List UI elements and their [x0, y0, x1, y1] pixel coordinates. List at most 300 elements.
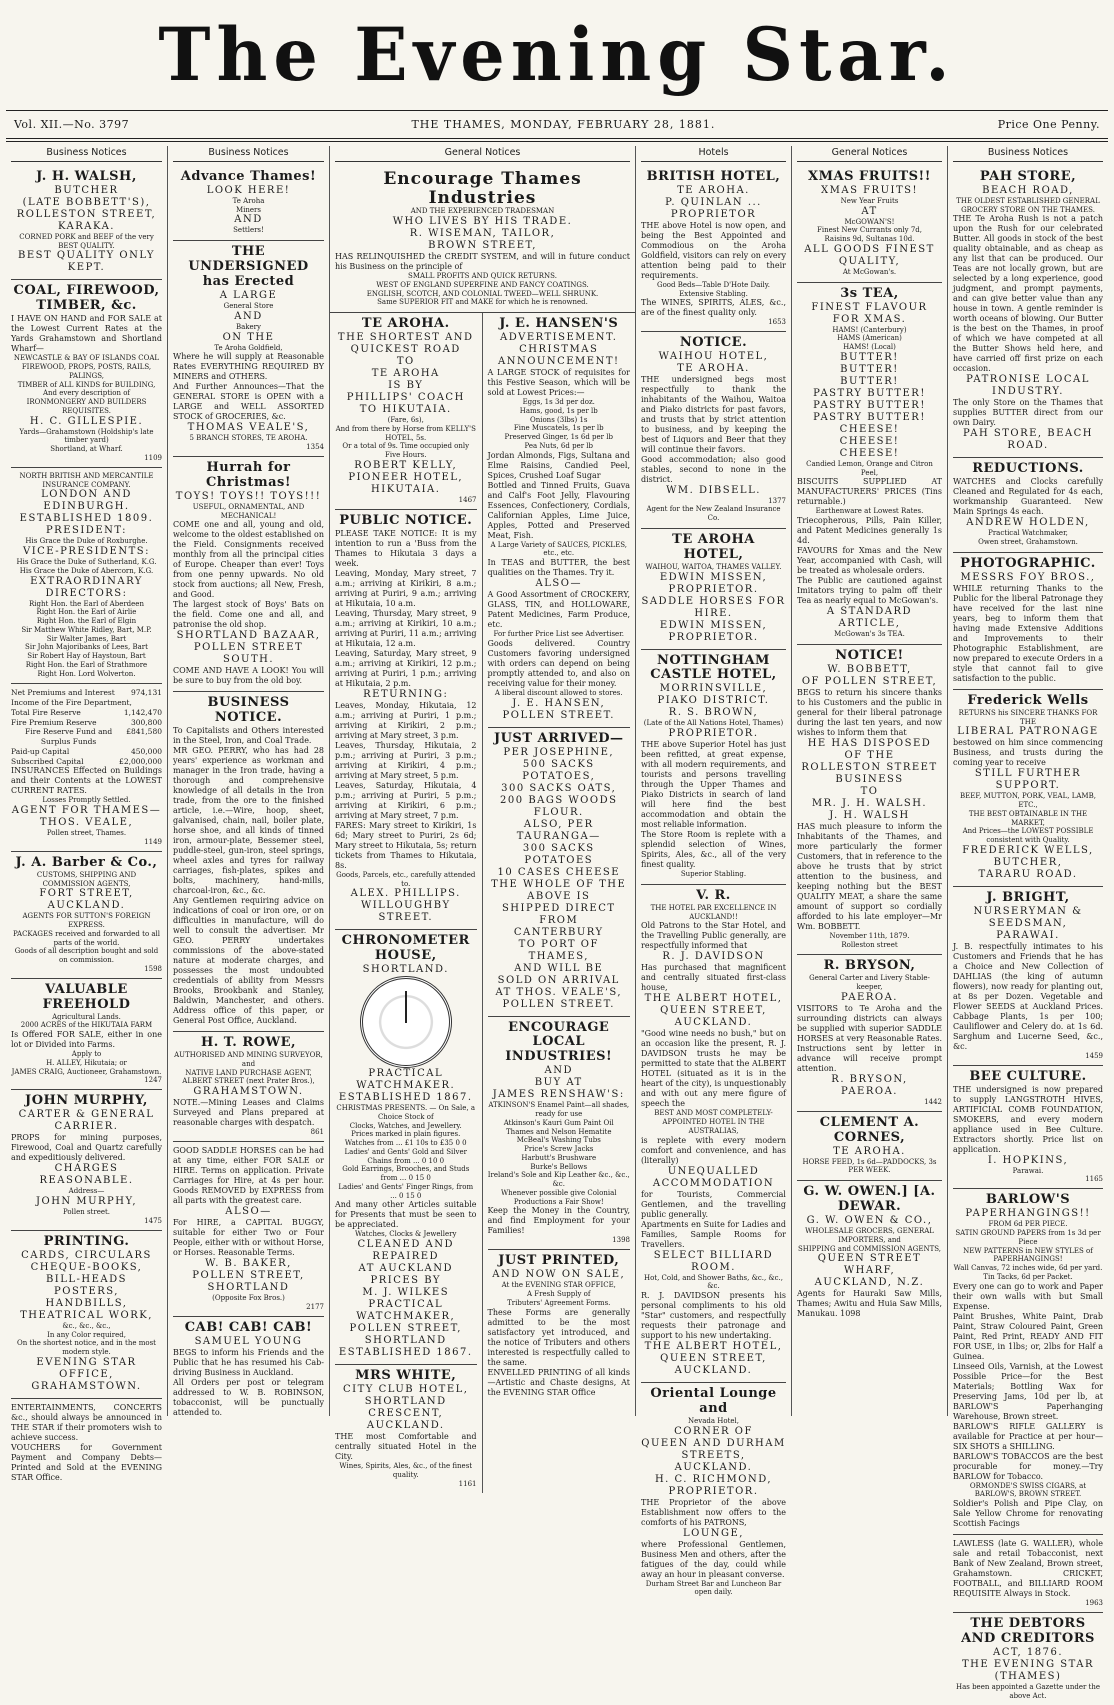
ad-line: WHO LIVES BY HIS TRADE. [392, 216, 573, 228]
ad-line: Raisins 9d, Sultanas 10d. [824, 235, 915, 244]
advertisement [488, 1017, 631, 1251]
ad-line: R. J. DAVIDSON presents his personal compliments to his old "Star" customers, and respectfully requests their patronage and support to his new undertaking. [641, 1291, 786, 1341]
ad-line: Right Hon. the Earl of Airlie [36, 608, 137, 617]
ad-line: WM. DIBSELL. [666, 485, 761, 497]
ad-line: CHEESE! [839, 435, 900, 447]
ad-line: QUICKEST ROAD [350, 344, 461, 356]
ad-line: 1247 [144, 1076, 162, 1085]
ad-heading: Hurrah for Christmas! [205, 460, 292, 490]
ad-heading: Oriental Lounge and [650, 1386, 777, 1416]
advertisement [797, 645, 942, 955]
ad-line: CHEQUE-BOOKS, [30, 1261, 143, 1273]
ad-line: Good Beds—Table D'Hote Daily. [656, 280, 771, 289]
advertisement [173, 1142, 324, 1317]
ad-line: AND [544, 1065, 573, 1077]
ad-line: Paint Brushes, White Paint, Drab Paint, Straw Coloured Paint, Green Paint, Red Print, READY AND FIT FOR USE, in 1lbs; or, 2lbs for Half a Guinea. [953, 1311, 1103, 1361]
ad-line: COME one and all, young and old, welcome to the oldest established on the Field. Consignments received monthly from all the principal cities of Europe. Cheaper than ever! Toys from one penny upwards. No old stock from auctions; all New, Fresh, and Good. [173, 520, 324, 600]
column-3 [330, 146, 636, 1488]
ad-line: THE EVENING STAR [961, 1658, 1095, 1670]
ad-line: QUEEN AND DURHAM STREETS, [641, 1437, 786, 1461]
ad-heading: J. E. HANSEN'S [499, 316, 619, 332]
advertisement [953, 166, 1103, 458]
ad-line: Watches, Clocks & Jewellery [355, 1230, 457, 1239]
ad-line: AT AUCKLAND PRICES BY [358, 1263, 453, 1287]
dateline-rule-bottom [6, 141, 1108, 142]
ad-line: Leaves, Thursday, Hikutaia, 2 p.m.; arriving at Puriri, 3 p.m.; arriving at Kirikiri, 4 p.m.; arriving at Mary street, 5 p.m. [335, 740, 477, 780]
ad-line: BUTCHER [54, 184, 119, 196]
ad-line: Triecopherous, Pills, Pain Killer, and Patent Medicines generally 1s 4d. [797, 516, 942, 546]
ad-line: Practical Watchmaker, [988, 529, 1068, 538]
ad-line: QUEEN STREET, AUCKLAND. [660, 1005, 767, 1029]
capital-value: 974,131 [130, 688, 162, 698]
advertisement [173, 241, 324, 457]
ad-line: Ladies' and Gents' Finger Rings, from ... 0 15 0 [338, 1182, 474, 1200]
ad-line: 2000 ACRES of the HIKUTAIA FARM [20, 1021, 153, 1030]
ad-line: ACT, 1876. [992, 1646, 1064, 1658]
ad-line: Finest New Currants only 7d, [816, 226, 923, 235]
ad-line: BISCUITS SUPPLIED AT MANUFACTURERS' PRICES (Tins returnable.) [797, 477, 942, 507]
ad-line: FREDERICK WELLS, [962, 844, 1094, 856]
ad-line: FAVOURS for Xmas and the New Year, accompanied with Cash, will be treated as wholesale orders. [797, 546, 942, 576]
ad-line: NURSERYMAN & SEEDSMAN, [973, 905, 1083, 929]
advertisement [335, 930, 477, 1365]
ad-line: THE above Superior Hotel has just been refitted, at great expense, with all modern requirements, and tourists and persons travelling through the Upper Thames and Piako Districts in search of land will here find the best accommodation and obtain the most reliable information. [641, 740, 786, 830]
ad-line: QUEEN STREET WHARF, [817, 1253, 922, 1277]
capital-label: Fire Reserve Fund and Surplus Funds [25, 727, 113, 747]
ad-line: Right Hon. the Earl of Strathmore [25, 660, 148, 669]
ad-line: GRAHAMSTOWN. [193, 1086, 304, 1098]
ad-line: New Year Fruits [840, 196, 899, 205]
ad-line: CORNER OF [674, 1425, 753, 1437]
ad-line: PASTRY BUTTER! [813, 387, 926, 399]
advertisement [953, 887, 1103, 1066]
ad-line: ALSO— [225, 1206, 272, 1218]
ad-line: 1442 [924, 1097, 942, 1106]
ad-line: Prices marked in plain figures. [351, 1130, 461, 1139]
ad-line: A LARGE [219, 290, 278, 301]
ad-line: McGowan's 3s TEA. [834, 630, 905, 639]
advertisement [173, 692, 324, 1032]
ad-line: (LATE BOBBETT'S), [22, 196, 151, 208]
ad-line: NEW PATTERNS in NEW STYLES of PAPERHANGINGS! [963, 1246, 1093, 1264]
ad-line: 1149 [144, 837, 162, 846]
ad-line: Sir Robert Hay of Haystoun, Bart [27, 652, 146, 661]
ad-line: Whenever possible give Colonial Productions a Fair Show! [500, 1188, 617, 1206]
advertisement [641, 1383, 786, 1602]
ad-line: THE undersigned is now prepared to supply LANGSTROTH HIVES, ARTIFICIAL COMB FOUNDATION, SMOKERS, and every modern appliance used in Bee Culture. Extractors shortly. Price list on application. [953, 1084, 1103, 1154]
ad-line: Sir Walter James, Bart [46, 634, 127, 643]
ad-line: Goods delivered. Country Customers favoring undersigned with orders can depend on being promptly attended to, and also on receiving value for their money. [487, 638, 630, 688]
ad-line: PASTRY BUTTER! [813, 399, 926, 411]
ad-heading: NOTICE! [835, 647, 904, 663]
ad-line: TE AROHA. [677, 184, 750, 196]
advertisement [335, 1365, 477, 1492]
ad-line: PROPS for mining purposes, Firewood, Coal and Quartz carefully and expeditiously delivered. [11, 1133, 162, 1163]
ad-line: TOYS! TOYS!! TOYS!!! [175, 490, 322, 502]
ad-line: Parawai. [1012, 1166, 1044, 1175]
ad-heading: JUST ARRIVED— [493, 730, 624, 746]
ad-line: SOLD ON ARRIVAL [497, 974, 620, 986]
ad-line: Sir John Majoribanks of Lees, Bart [25, 643, 148, 652]
ad-line: FORT STREET, AUCKLAND. [39, 888, 134, 912]
ad-line: BUY AT [534, 1077, 583, 1089]
ad-line: 1354 [306, 443, 324, 451]
ad-line: A STANDARD ARTICLE, [826, 606, 913, 630]
ad-line: ADVERTISEMENT. [500, 332, 618, 344]
ad-line: (THAMES) [994, 1670, 1062, 1682]
ad-line: Good accommodation; also good stables, second to none in the district. [641, 455, 786, 485]
ad-line: SHORTLAND CRESCENT, [364, 1396, 447, 1420]
ad-heading: PUBLIC NOTICE. [339, 512, 473, 528]
ad-line: ALEX. PHILLIPS. [350, 888, 461, 900]
ad-line: Has been appointed a Gazette under the above Act. [955, 1682, 1101, 1700]
ad-line: I HAVE ON HAND and FOR SALE at the Lowest Current Rates at the Yards Grahamstown and Shortland Wharf— [11, 314, 162, 354]
ad-line: Goods, Parcels, etc., carefully attended to. [336, 870, 476, 888]
capital-row [11, 757, 162, 767]
ad-line: COME AND HAVE A LOOK! You will be sure to buy from the old boy. [173, 666, 324, 686]
advertisement [953, 458, 1103, 552]
ad-heading: THE UNDERSIGNED has Erected [188, 244, 309, 290]
ad-heading: REDUCTIONS. [972, 461, 1084, 477]
ad-line: AND [234, 310, 263, 322]
column-heading: General Notices [335, 146, 630, 162]
ad-line: TO [396, 356, 415, 368]
ad-heading: PHOTOGRAPHIC. [960, 555, 1096, 571]
ad-line: Earthenware at Lowest Rates. [815, 507, 924, 516]
ad-line: 500 SACKS POTATOES, [522, 758, 596, 782]
ad-line: Ladies' and Gents' Gold and Silver Chains from ... 0 10 0 [344, 1147, 467, 1165]
ad-line: SHORTLAND. [362, 964, 449, 976]
columns [6, 146, 1108, 1700]
ad-line: Pea Nuts, 6d per lb [524, 441, 593, 450]
ad-heading: NOTICE. [679, 335, 748, 351]
ad-line: POLLEN STREET, SHORTLAND [349, 1323, 462, 1347]
capital-label: Subscribed Capital [11, 756, 84, 766]
advertisement [797, 1112, 942, 1181]
ad-line: 1475 [144, 1216, 162, 1225]
pocket-watch-illustration [360, 976, 452, 1068]
ad-line: PIONEER HOTEL, HIKUTAIA. [348, 471, 464, 495]
ad-line: Fine Muscatels, 1s per lb [513, 424, 604, 433]
ad-line: Pollen street. [62, 1208, 111, 1217]
ad-line: TE AROHA. [677, 363, 750, 375]
ad-line: JOHN MURPHY, [36, 1196, 137, 1208]
ad-line: TE AROHA [371, 368, 440, 380]
ad-line: His Grace the Duke of Roxburghe. [25, 537, 148, 546]
advertisement [335, 510, 477, 930]
ad-line: 1165 [1085, 1175, 1103, 1184]
ad-line: These Forms are generally admitted to be the most satisfactory yet introduced, and the notice of Tributers and others interested is respectfully called to the same. [487, 1307, 630, 1367]
ad-line: SHIPPING and COMMISSION AGENTS, [797, 1244, 942, 1253]
capital-value: 450,000 [130, 746, 162, 756]
advertisement [488, 1250, 631, 1402]
ad-line: Price's Screw Jacks [524, 1145, 594, 1154]
ad-line: 1459 [1085, 1051, 1103, 1060]
ad-line: Yards—Grahamstown (Holdship's late timber yard) [19, 427, 154, 445]
column-3a [330, 313, 483, 1492]
advertisement [173, 166, 324, 241]
ad-line: Apply to [71, 1050, 102, 1059]
ad-line: Agent for the New Zealand Insurance Co. [646, 505, 781, 523]
ad-line: Atkinson's Kauri Gum Paint Oil [503, 1118, 614, 1127]
ad-line: THE OLDEST ESTABLISHED GENERAL GROCERY STORE ON THE THAMES. [956, 196, 1100, 214]
ad-line: JAMES CRAIG, Auctioneer, Grahamstown. [11, 1067, 162, 1076]
ad-line: PROPRIETOR. [668, 728, 759, 740]
column-3b [483, 313, 636, 1492]
ad-line: HAMS! (Canterbury) [832, 325, 907, 334]
ad-line: R. S. BROWN, [668, 707, 759, 719]
ad-heading: CHRONOMETER HOUSE, [341, 933, 470, 964]
ad-heading: BRITISH HOTEL, [646, 169, 781, 184]
ad-line: On the shortest notice, and in the most modern style. [16, 1339, 156, 1356]
ad-line: ENVELLED PRINTING of all kinds —Artistic and Chaste designs, At the EVENING STAR Office [487, 1367, 630, 1397]
ad-line: WEST OF ENGLAND SUPERFINE AND FANCY COATINGS. [376, 280, 589, 289]
ad-line: CHEESE! [839, 447, 900, 459]
ad-line: EXTRAORDINARY DIRECTORS: [30, 575, 143, 599]
ad-line: Clocks, Watches, and Jewellery. [349, 1121, 462, 1130]
advertisement [11, 1399, 162, 1488]
advertisement [953, 1189, 1103, 1535]
ad-line: Rolleston street [841, 940, 898, 949]
ad-line: CARTER & GENERAL CARRIER. [18, 1109, 155, 1133]
ad-line: TO PORT OF THAMES, [518, 938, 599, 962]
ad-line: McBeal's Washing Tubs [516, 1136, 601, 1145]
masthead-title: The Evening Star. [158, 10, 956, 98]
ad-line: SAMUEL YOUNG [194, 1335, 303, 1347]
ad-line: BEST AND MOST COMPLETELY-APPOINTED HOTEL IN THE AUSTRALIAS, [654, 1109, 773, 1135]
ad-line: Apartments en Suite for Ladies and Families, Sample Rooms for Travellers. [641, 1219, 786, 1249]
ad-line: Jordan Almonds, Figs, Sultana and Elme Raisins, Candied Peel, Spices, Crushed Loaf Sugar [487, 450, 630, 480]
ad-line: JAMES RENSHAW'S: [492, 1089, 625, 1101]
place-date: THE THAMES, MONDAY, FEBRUARY 28, 1881. [411, 117, 716, 131]
ad-line: Miners [236, 205, 261, 214]
ad-line: Eggs, 1s 3d per doz. [522, 398, 595, 407]
ad-line: G. W. OWEN & CO., [806, 1215, 933, 1226]
advertisement [641, 529, 786, 650]
ad-line: GRAHAMSTOWN. [31, 1380, 142, 1392]
ad-line: MESSRS FOY BROS., [960, 571, 1096, 583]
ad-line: H. C. GILLESPIE. [29, 415, 144, 427]
ad-line: THE ALBERT HOTEL, [644, 1341, 783, 1353]
ad-line: His Grace the Duke of Abercorn, K.G. [19, 566, 154, 575]
ad-line: Goods of all description bought and sold on commission. [14, 947, 159, 964]
ad-heading: PRINTING. [43, 1233, 130, 1249]
ad-line: Ireland's Sole and Kip Leather &c., &c., &c. [487, 1171, 630, 1189]
column-4 [636, 146, 792, 1597]
ad-line: PER JOSEPHINE, [503, 746, 615, 758]
ad-line: AGENT FOR THAMES— [11, 805, 162, 817]
ad-line: BILL-HEADS [45, 1273, 128, 1285]
ad-line: All Orders per post or telegram addressed to W. B. ROBINSON, tobacconist, will be punctually attended to. [173, 1377, 324, 1417]
ad-line: 1963 [1085, 1599, 1103, 1608]
ad-line: W. BOBBETT, [827, 663, 912, 675]
ad-line: Linseed Oils, Varnish, at the Lowest Possible Price—for the Best Materials; Bottling Wax for Preserving Jams, 10d per lb, at BARLOW'S Paperhanging Warehouse, Brown street. [953, 1361, 1103, 1421]
ad-line: For HIRE, a CAPITAL BUGGY, suitable for either Two or Four People, either with or without Horse, or Horses. Reasonable Terms. [173, 1218, 324, 1258]
ad-line: WHOLESALE GROCERS, GENERAL IMPORTERS, and [805, 1227, 934, 1244]
ad-line: THE undersigned begs most respectfully to thank the inhabitants of the Waihou, Waitoa and Piako districts for past favors, and trusts that by strict attention to business, and by keeping the best of Liquors and Beer that they will continue their favors. [641, 375, 786, 455]
ad-line: AND WILL BE [514, 962, 604, 974]
ad-line: Sir Matthew White Ridley, Bart, M.P. [21, 625, 152, 634]
ad-line: HE HAS DISPOSED [807, 737, 932, 749]
ad-line: VOUCHERS for Government Payment and Company Debts—Printed and Sold at the EVENING STAR Office. [11, 1442, 162, 1482]
ad-line: THOS. VEALE, [39, 817, 134, 829]
ad-line: ALSO— [535, 578, 582, 590]
ad-line: THE SHORTEST AND [337, 332, 474, 344]
ad-line: And every description of [42, 389, 131, 398]
ad-line: BEGS to inform his Friends and the Public that he has resumed his Cab-driving Business in Auckland. [173, 1347, 324, 1377]
ad-line: Watches from ... £1 10s to £35 0 0 [344, 1139, 467, 1148]
ad-line: POLLEN STREET SOUTH. [193, 642, 304, 666]
ad-heading: PAH STORE, [979, 169, 1077, 184]
ad-line: 10 CASES CHEESE [497, 866, 621, 878]
ad-heading: VALUABLE FREEHOLD [42, 981, 131, 1012]
ad-line: Pollen street, Thames. [46, 829, 127, 838]
ad-line: ESTABLISHED 1867. [338, 1092, 473, 1104]
ad-line: BUTCHER, [993, 856, 1063, 868]
ad-line: Keep the Money in the Country, and find Employment for your Families! [487, 1206, 630, 1236]
advertisement [173, 1317, 324, 1423]
advertisement [11, 468, 162, 685]
ad-line: November 11th, 1879. [829, 931, 910, 940]
ad-line: HAMS! (Local) [843, 343, 896, 352]
ad-line: LONDON AND EDINBURGH. [41, 489, 132, 513]
ad-line: Leaving, Saturday, Mary street, 9 a.m.; arriving at Kirikiri, 12 p.m.; arriving at Puriri, 1 p.m.; arriving at Hikutaia, 2 p.m. [335, 648, 477, 688]
ad-line: THE HOTEL PAR EXCELLENCE IN AUCKLAND!! [650, 903, 777, 921]
ad-line: A LARGE STOCK of requisites for this Festive Season, which will be sold at Lowest Prices:— [487, 368, 630, 398]
ad-line: PAEROA. [841, 991, 898, 1003]
ad-line: ORMONDE'S SWISS CIGARS, at BARLOW'S, BROWN STREET. [969, 1481, 1087, 1499]
dateline [14, 114, 1100, 134]
ad-line: H. ALLEY, Hikutaia; or [46, 1058, 127, 1067]
ad-heading: JUST PRINTED, [498, 1253, 620, 1269]
ad-line: BEEF, MUTTON, PORK, VEAL, LAMB, ETC., [960, 792, 1096, 809]
column-2 [168, 146, 330, 1416]
ad-line: BUTTER! [840, 375, 899, 387]
ad-line: AUCKLAND. [674, 1461, 753, 1473]
ad-line: And many other Articles suitable for Presents that must be seen to be appreciated. [335, 1200, 477, 1230]
ad-line: where Professional Gentlemen, Business Men and others, after the fatigues of the day, could while away an hour in pleasant converse. [641, 1539, 786, 1579]
ad-line: FARES: Mary street to Kirikiri, 1s 6d; Mary street to Puriri, 2s 6d; Mary street to Hikutaia, 5s; return tickets from Thames to Hikutaia, 8s. [335, 820, 477, 870]
ad-line: Harbutt's Brushware [521, 1153, 597, 1162]
ad-line: VISITORS to Te Aroha and the surrounding districts can always be supplied with superior SADDLE HORSES at very Reasonable Rates. Instructions sent by letter in advance will receive prompt attention. [797, 1003, 942, 1073]
ad-line: Te Aroha Goldfield, [214, 343, 283, 352]
ad-line: TARARU ROAD. [978, 868, 1078, 880]
ad-heading: ENTERTAINMENTS, CONCERTS &c., should always be announced in THE STAR if their promoters wish to achieve success. [11, 1402, 162, 1442]
ad-line: McGOWAN'S! [844, 217, 895, 226]
ad-line: Agents for Hauraki Saw Mills, Thames; Awitu and Huia Saw Mills, Manukau. 1098 [797, 1289, 942, 1319]
dateline-rule-top [6, 138, 1108, 139]
ad-line: BARLOW'S RIFLE GALLERY is available for Practice at per hour—SIX SHOTS a SHILLING. [953, 1421, 1103, 1451]
ad-line: 300 SACKS POTATOES [522, 842, 595, 866]
ad-line: 1161 [458, 1479, 477, 1488]
ad-line: To Capitalists and Others interested in the Steel, Iron, and Coal Trade. [173, 726, 324, 746]
price: Price One Penny. [997, 117, 1100, 131]
ad-heading: Advance Thames! [180, 169, 317, 184]
ad-line: WAIHOU, WAITOA, THAMES VALLEY. [645, 562, 782, 571]
capital-row [11, 688, 162, 698]
ad-line: Tin Tacks, 6d per Packet. [983, 1272, 1073, 1281]
ad-line: WAIHOU HOTEL, [658, 351, 769, 363]
ad-line: Preserved Ginger, 1s 6d per lb [504, 433, 613, 442]
ad-line: THE Te Aroha Rush is not a patch upon the Rush for our celebrated Butter. All goods in stock of the best quality obtainable, and as cheap as any list that can be produced. Our Teas are not locally grown, but are selected by a long experience, good judgment, and prompt payments, and can give better value than any house in town. A gentle reminder is worth oceans of blowing. Our Butter is the best on the Thames, in proof of which we have competed at all the Butter Shows held here, and have carried off first prize on each occasion. [953, 214, 1103, 374]
ad-line: Soldier's Polish and Pipe Clay, on Sale Yellow Chrome for renovating Scottish Facings [953, 1499, 1103, 1529]
advertisement [11, 979, 162, 1091]
capital-row [11, 718, 162, 728]
advertisement [797, 166, 942, 283]
ad-line: HAS much pleasure to inform the Inhabitants of the Thames, and more particularly the former Customers, that in reference to the above he trusts that by strict attention to the business, and keeping nothing but the BEST QUALITY MEAT, a share the same amount of support so cordially afforded to his late employer—Mr Wm. BOBBETT. [797, 821, 942, 931]
ad-line: QUEEN STREET, AUCKLAND. [660, 1353, 767, 1377]
ad-line: EDWIN MISSEN, PROPRIETOR. [659, 571, 768, 595]
ad-line: CHEESE! [839, 423, 900, 435]
capital-value: 1,142,470 [123, 707, 162, 717]
ad-line: SADDLE HORSES FOR HIRE. [641, 595, 786, 619]
ad-line: R. J. DAVIDSON [662, 951, 765, 963]
advertisement [953, 1066, 1103, 1190]
ad-line: OF POLLEN STREET, [801, 675, 938, 687]
ad-line: FIREWOOD, PROPS, POSTS, RAILS, PALINGS, [21, 363, 152, 380]
ad-line: Wines, Spirits, Ales, &c., of the finest quality. [339, 1462, 473, 1479]
ad-line: FINEST FLAVOUR FOR XMAS. [811, 301, 928, 325]
ad-heading: INSURANCES Effected on Buildings and their Contents at the LOWEST CURRENT RATES. [11, 766, 162, 796]
ad-line: AND THE EXPERIENCED TRADESMAN [410, 207, 555, 216]
ad-heading: V. R. [696, 887, 731, 903]
ad-line: PIAKO DISTRICT. [657, 695, 770, 707]
ad-line: BEST QUALITY ONLY KEPT. [18, 250, 155, 274]
ad-line: AT [861, 205, 878, 217]
ad-line: MR GEO. PERRY, who has had 28 years' experience as workman and manager in the Iron trade, having a thorough and comprehensive knowledge of all details in the Iron trade, from the ore to the finished article, i.e.—Wire, hoop, sheet, galvanised, chain, nail, boiler plate, horse shoe, and all kinds of tinned iron, armour-plate, Bessemer steel, puddle-steel, gun-iron, steel springs, wheel axles and tyres for railway carriages, fish-plates, spikes and bolts, machinery, hand-mills, charcoal-iron, &c., &c. [173, 746, 324, 896]
ad-line: ESTABLISHED 1809. [19, 513, 154, 525]
ad-line: is replete with every modern comfort and convenience, and has (literally) [641, 1135, 786, 1165]
ad-line: STILL FURTHER SUPPORT. [974, 768, 1082, 792]
ad-line: &c., &c., &c., [62, 1321, 111, 1330]
ad-line: J. B. respectfully intimates to his Customers and Friends that he has a Choice and New Collection of DAHLIAS (the king of autumn flowers), now ready for planting out, at 8s per Dozen. Vegetable and Flower SEEDS at Auckland Prices. Cabbage Plants, 1s per 100; Cauliflower and Celery do. at 1s 6d. Sarghum and Lucerne Seed, &c., &c. [953, 941, 1103, 1051]
ad-line: OF THE [844, 749, 895, 761]
ad-line: (Opposite Fox Bros.) [212, 1294, 285, 1303]
capital-label: Fire Premium Reserve [11, 717, 97, 727]
ad-line: UNEQUALLED ACCOMMODATION [652, 1165, 775, 1189]
ad-line: ALL GOODS FINEST QUALITY, [804, 243, 935, 267]
column-1 [6, 146, 168, 1482]
ad-line: RETURNS his SINCERE THANKS FOR THE [958, 708, 1098, 726]
ad-line: W. B. BAKER, [205, 1258, 292, 1270]
capital-label: Income of the Fire Department, [11, 698, 132, 708]
ad-line: At the EVENING STAR OFFICE, [501, 1281, 616, 1290]
ad-line: CUSTOMS, SHIPPING AND COMMISSION AGENTS, [36, 870, 137, 888]
ad-line: General Store [223, 302, 274, 310]
ad-line: LOOK HERE! [206, 184, 291, 196]
capital-label: Total Fire Reserve [11, 707, 81, 717]
ad-heading: TE AROHA. [361, 316, 450, 332]
ad-line: R. BRYSON, [831, 1073, 908, 1085]
volume-number: Vol. XII.—No. 3797 [14, 117, 130, 131]
ad-line: At McGowan's. [842, 267, 897, 276]
ad-line: WILLOUGHBY STREET. [360, 900, 451, 924]
ad-line: AUCKLAND. [366, 1420, 445, 1432]
column-heading: Business Notices [173, 146, 324, 162]
ad-heading: 3s TEA, [840, 285, 899, 301]
ad-heading: GOOD SADDLE HORSES can be had at any time, either FOR SALE or HIRE. Terms on application. Private Carriages for Hire, at 4s per hour. Goods REMOVED by EXPRESS from all parts with the greatest care. [173, 1146, 324, 1206]
ad-line: Old Patrons to the Star Hotel, and the Travelling Public generally, are respectfully informed that [641, 921, 786, 951]
ad-line: Wall Canvas, 72 inches wide, 6d per yard. [953, 1264, 1103, 1273]
capital-row [11, 727, 162, 747]
ad-line: TE AROHA. [833, 1145, 906, 1157]
ad-line: ROBERT KELLY, [354, 459, 458, 471]
column-heading: General Notices [797, 146, 942, 162]
ad-line: ROLLESTON STREET, KARAKA. [16, 208, 157, 232]
advertisement [11, 280, 162, 467]
advertisement [797, 1181, 942, 1324]
column-5 [792, 146, 948, 1416]
